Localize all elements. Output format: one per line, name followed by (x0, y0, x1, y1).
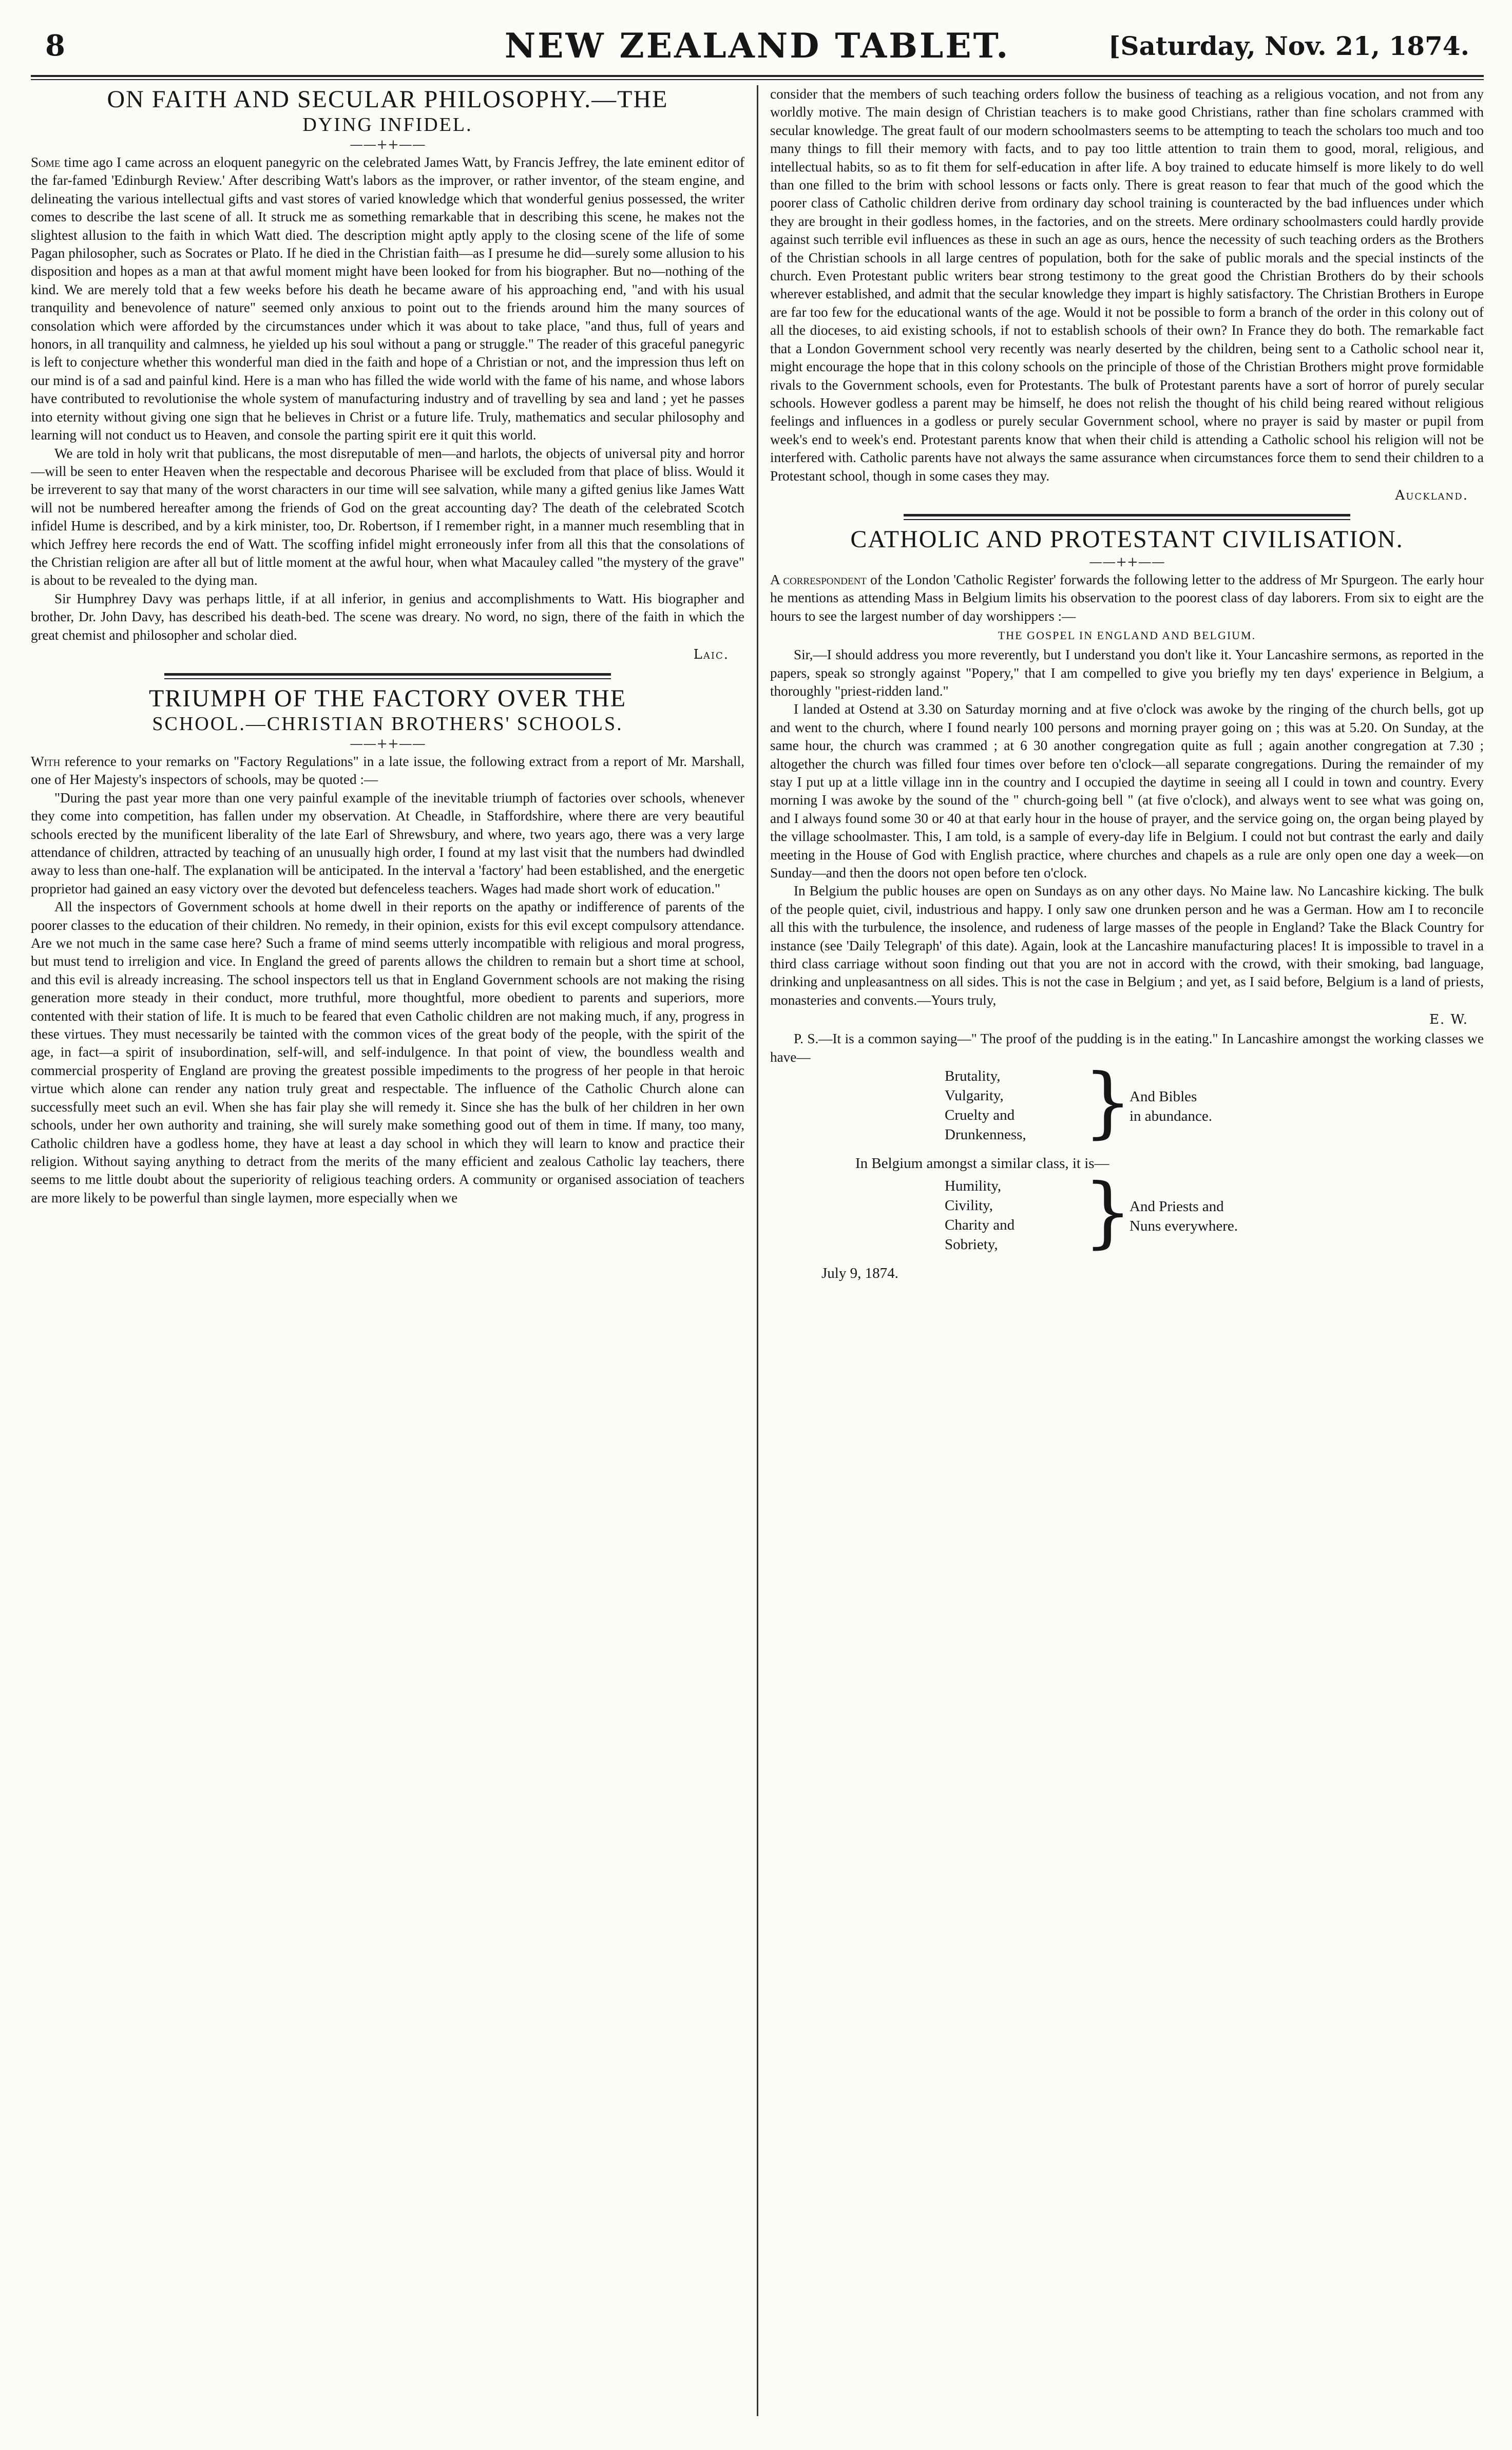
list-item: Sobriety, (945, 1236, 998, 1253)
dateline: July 9, 1874. (821, 1265, 898, 1282)
section-rule (904, 514, 1350, 520)
note-line: And Priests and (1130, 1198, 1224, 1215)
list-item: Vulgarity, (945, 1087, 1004, 1104)
article-paragraph: Sir Humphrey Davy was perhaps little, if at all inferior, in genius and accomplishments to Watt. His biographer and brother, Dr. John Davy, has described his death-bed. The scene was dreary. No word, no sign, there of the faith in which the great chemist and philosopher and scholar died. (31, 590, 744, 643)
brace-glyph: } (1083, 1167, 1133, 1257)
newspaper-title: NEW ZEALAND TABLET. (504, 26, 1010, 66)
masthead-rule (31, 75, 1484, 80)
ornament-divider: ——++—— (350, 736, 426, 752)
ornament-divider: ——++—— (350, 137, 426, 152)
list-item: Charity and (945, 1217, 1015, 1234)
column-divider (757, 85, 758, 2416)
letter-signature: E. W. (1429, 1012, 1468, 1028)
brace-note (1130, 1197, 1238, 1236)
newspaper-page (31, 25, 1484, 2427)
opening-word: A correspondent (770, 571, 867, 587)
note-line: Nuns everywhere. (1130, 1218, 1238, 1235)
issue-date: [Saturday, Nov. 21, 1874. (1108, 31, 1469, 61)
section-rule (164, 673, 611, 679)
lancashire-list (770, 1058, 1484, 1154)
article-subtitle: SCHOOL.—CHRISTIAN BROTHERS' SCHOOLS. (152, 713, 623, 735)
list-item: Cruelty and (945, 1107, 1015, 1124)
masthead (31, 25, 1484, 72)
note-line: in abundance. (1130, 1108, 1213, 1125)
article-quote: "During the past year more than one very painful example of the inevitable triumph of factories over schools, whenever they come into competition, has fallen under my observation. At Cheadle, in Staffordshire, where there are very beautiful schools erected by the munificent liberality of the late Earl of Shrewsbury, and where, two years ago, there was a very large attendance of children, attracted by teaching of an unusually high order, I found at my last visit that the numbers had dwindled away to less than one-half. The explanation will be anticipated. In the interval a 'factory' had been established, and the energetic proprietor had gained an easy victory over the devoted but defenceless teachers. Wages had made short work of education." (31, 790, 744, 896)
left-column (31, 85, 744, 2424)
article-title: CATHOLIC AND PROTESTANT CIVILISATION. (850, 525, 1404, 553)
brace-glyph: } (1083, 1058, 1133, 1147)
list-item: Civility, (945, 1197, 993, 1214)
virtue-list (945, 1176, 1015, 1254)
article-paragraph (770, 571, 1484, 625)
paragraph-text: reference to your remarks on "Factory Regulations" in a late issue, the following extract from a report of Mr. Marshall, one of Her Majesty's inspectors of schools, may be quoted :— (31, 753, 744, 788)
letter-subheading: THE GOSPEL IN ENGLAND AND BELGIUM. (998, 629, 1256, 642)
article-paragraph: We are told in holy writ that publicans, the most disreputable of men—and harlots, the objects of universal pity and horror—will be seen to enter Heaven when the respectable and decorous Pharisee will be excluded from that place of bliss. Would it be irreverent to say that many of the worst characters in our time will see salvation, while many a gifted genius like James Watt will not be numbered hereafter among the friends of God on the great accounting day? The death of the celebrated Scotch infidel Hume is described, and by a kirk minister, too, Dr. Robertson, if I remember right, in a manner much resembling that in which Jeffrey here records the end of Watt. The scoffing infidel might erroneously infer from all this that the consolations of the Christian religion are after all but of little moment at the awful hour, when what Macauley called "the mystery of the grave" is about to be revealed to the dying man. (31, 445, 744, 588)
ornament-divider: ——++—— (1089, 554, 1165, 570)
article-paragraph (31, 753, 744, 789)
article-continuation: consider that the members of such teaching orders follow the business of teaching as a religious vocation, and not from any worldly motive. The main design of Christian teachers is to make good Christians, rather than fine scholars crammed with secular knowledge. The great fault of our modern schoolmasters seems to be attempting to teach the scholars too much and too many things to fill their memory with facts, and to pay too little attention to train them to good, moral, religious, and intellectual habits, so as to fit them for self-education in after life. A boy trained to educate himself is more likely to do well than one filled to the brim with school lessons or facts only. There is great reason to fear that much of the good which the poorer class of Catholic children derive from ordinary day school training is counteracted by the bad influences under which they are brought in their godless homes, in the factories, and on the streets. Mere ordinary schoolmasters could hardly provide against such terrible evil influences as these in such an age as ours, hence the necessity of such teaching orders as the Brothers of the Christian schools in all large centres of population, both for the sake of public morals and the special instincts of the church. Even Protestant public writers bear strong testimony to the great good the Christian Brothers do by their schools wherever established, and admit that the secular knowledge they impart is highly satisfactory. The Christian Brothers in Europe are far too few for the educational wants of the age. Would it not be possible to form a branch of the order in this colony out of all the dioceses, to aid existing schools, if not to establish schools of their own? In France they do both. The remarkable fact that a London Government school very recently was nearly deserted by the children, being sent to a Catholic school near it, might encourage the hope that in this colony schools on the principle of those of the Christian Brothers might prove formidable rivals to the Government schools, even for Protestants. The bulk of Protestant parents have a sort of horror of purely secular schools. However godless a parent may be himself, he does not relish the thought of his child being reared without religious feelings and influences in a godless or purely secular Government school, where no prayer is said by master or pupil from week's end to week's end. Protestant parents know that when their child is attending a Catholic school his religion will not be interfered with. Catholic parents have not always the same assurance when circumstances force them to send their children to a Protestant school, though in some cases they may. (770, 86, 1484, 484)
article-civilisation (770, 525, 1484, 1283)
belgium-list (770, 1167, 1484, 1264)
article-factory (31, 684, 744, 1207)
postscript: P. S.—It is a common saying—" The proof of the pudding is in the eating." In Lancashire amongst the working classes we have— (770, 1031, 1484, 1065)
letter-paragraph: I landed at Ostend at 3.30 on Saturday morning and at five o'clock was awoke by the ringing of the church bells, got up and went to the church, where I found nearly 100 persons and morning prayer going on ; this was at 5.20. On Sunday, at the same hour, the church was crammed ; at 6 30 another congregation quite as full ; again another congregation at 7.30 ; altogether the church was filled four times over before ten o'clock—all separate congregations. During the remainder of my stay I put up at a little village inn in the country and I occupied the daytime in seeing all I could in town and country. Every morning I was awoke by the sound of the " church-going bell " (at five o'clock), and always went to see what was going on, and I always found some 30 or 40 at that early hour in the house of prayer, and the service going on, the organ being played by the village schoolmaster. This, I am told, is a sample of every-day life in Belgium. I could not but contrast the early and daily meeting in the House of God with English practice, where churches and chapels as a rule are only open one day a week—on Sunday—and then the doors not open before ten o'clock. (770, 701, 1484, 881)
article-faith (31, 85, 744, 665)
brace-note (1130, 1087, 1212, 1126)
list-item: Drunkenness, (945, 1126, 1026, 1143)
letter-paragraph: Sir,—I should address you more reverently, but I understand you don't like it. Your Lancashire sermons, as reported in the papers, speak so strongly against "Popery," that I am compelled to give you briefly my ten days' experience in Belgium, a thoroughly "priest-ridden land." (770, 647, 1484, 699)
belgium-line: In Belgium amongst a similar class, it is— (855, 1155, 1109, 1172)
article-title: TRIUMPH OF THE FACTORY OVER THE (148, 684, 627, 712)
paragraph-text: of the London 'Catholic Register' forwards the following letter to the address of Mr Spurgeon. The early hour he mentions as attending Mass in Belgium limits his observation to the poorest class of day laborers. From six to eight are the hours to see the largest number of day worshippers :— (770, 571, 1484, 624)
list-item: Humility, (945, 1178, 1002, 1195)
author-signature: Auckland. (1395, 487, 1468, 503)
article-paragraph (31, 154, 744, 445)
paragraph-text: time ago I came across an eloquent panegyric on the celebrated James Watt, by Francis Jeffrey, the late eminent editor of the far-famed 'Edinburgh Review.' After describing Watt's labors as the improver, or rather inventor, of the steam engine, and delineating the various intellectual gifts and vast stores of varied knowledge which that wonderful genius possessed, the writer comes to describe the last scene of all. It struck me as something remarkable that in describing this scene, he makes not the slightest allusion to the faith in which Watt died. The description might aptly apply to the closing scene of the life of some Pagan philosopher, such as Socrates or Plato. If he died in the Christian faith—as I presume he did—surely some allusion to his disposition and hopes as a man at that awful moment might have been looked for from his biographer. But no—nothing of the kind. We are merely told that a few weeks before his death he became aware of his approaching end, "and with his usual tranquility and benevolence of nature" seemed only anxious to point out to the friends around him the many sources of consolation which were afforded by the circumstances under which it was about to take place, "and thus, full of years and honors, in all tranquility and calmness, he yielded up his soul without a pang or struggle." The reader of this graceful panegyric is left to conjecture whether this wonderful man died in the faith and hope of a Christian or not, and the impression thus left on our mind is of a sad and painful kind. Here is a man who has filled the wide world with the fame of his name, and whose labors have contributed to revolutionise the whole system of manufacturing industry and of travelling by sea and land ; yet he passes into eternity without giving one sign that he believes in Christ or a future life. Truly, mathematics and secular philosophy and learning will not conduct us to Heaven, and console the parting spirit ere it quit this world. (31, 155, 744, 443)
vice-list (945, 1066, 1026, 1144)
opening-word: Some (31, 155, 61, 170)
opening-word: With (31, 753, 61, 769)
list-item: Brutality, (945, 1068, 1001, 1085)
note-line: And Bibles (1130, 1088, 1197, 1105)
letter-paragraph: In Belgium the public houses are open on Sundays as on any other days. No Maine law. No Lancashire kicking. The bulk of the people quiet, civil, industrious and happy. I only saw one drunken person and he was a German. How am I to reconcile all this with the turbulence, the insolence, and rudeness of large masses of the people in England? Take the Black Country for instance (see 'Daily Telegraph' of this date). Again, look at the Lancashire manufacturing places! It is impossible to travel in a third class carriage without soon finding out that you are not in accord with the crowd, with their smoking, bad language, drinking and unpleasantness on all sides. This is not the case in Belgium ; and yet, as I said before, Belgium is a land of priests, monasteries and convents.—Yours truly, (770, 883, 1484, 1008)
right-column (770, 85, 1484, 2424)
author-signature: Laic. (693, 646, 729, 662)
article-paragraph: All the inspectors of Government schools at home dwell in their reports on the apathy or indifference of parents of the poorer classes to the education of their children. No remedy, in their opinion, exists for this evil except compulsory attendance. Are we not much in the same case here? Such a frame of mind seems utterly incompatible with religious and moral progress, but must tend to irreligion and vice. In England the greed of parents allows the children to remain but a short time at school, and this evil is already increasing. The school inspectors tell us that in England Government schools are not making the rising generation more steady in their conduct, more truthful, more thoughtful, more obedient to parents and superiors, more contented with their station of life. It is much to be feared that even Catholic children are not making much, if any, progress in these virtues. They must necessarily be tainted with the common vices of the great body of the people, with the spirit of the age, in fact—a spirit of insubordination, self-will, and self-indulgence. In that point of view, the boundless wealth and commercial prosperity of England are proving the greatest possible impediments to the progress of her people in that heroic virtue which alone can render any nation truly great and respectable. The influence of the Catholic Church alone can successfully meet such an evil. When she has fair play she will remedy it. Since she has the bulk of her children in her own schools, under her own authority and training, she will surely make something good out of them in time. If many, too many, Catholic children have a godless home, they have at least a day school in which they will learn to know and practice their religion. Without saying anything to detract from the merits of the many efficient and zealous Catholic lay teachers, there seems to me little doubt about the superiority of religious teaching orders. A community or organised association of teachers are more likely to be powerful than single laymen, more especially when we (31, 899, 744, 1205)
article-subtitle: DYING INFIDEL. (302, 114, 473, 136)
page-number: 8 (45, 29, 65, 63)
article-title: ON FAITH AND SECULAR PHILOSOPHY.—THE (107, 86, 668, 113)
